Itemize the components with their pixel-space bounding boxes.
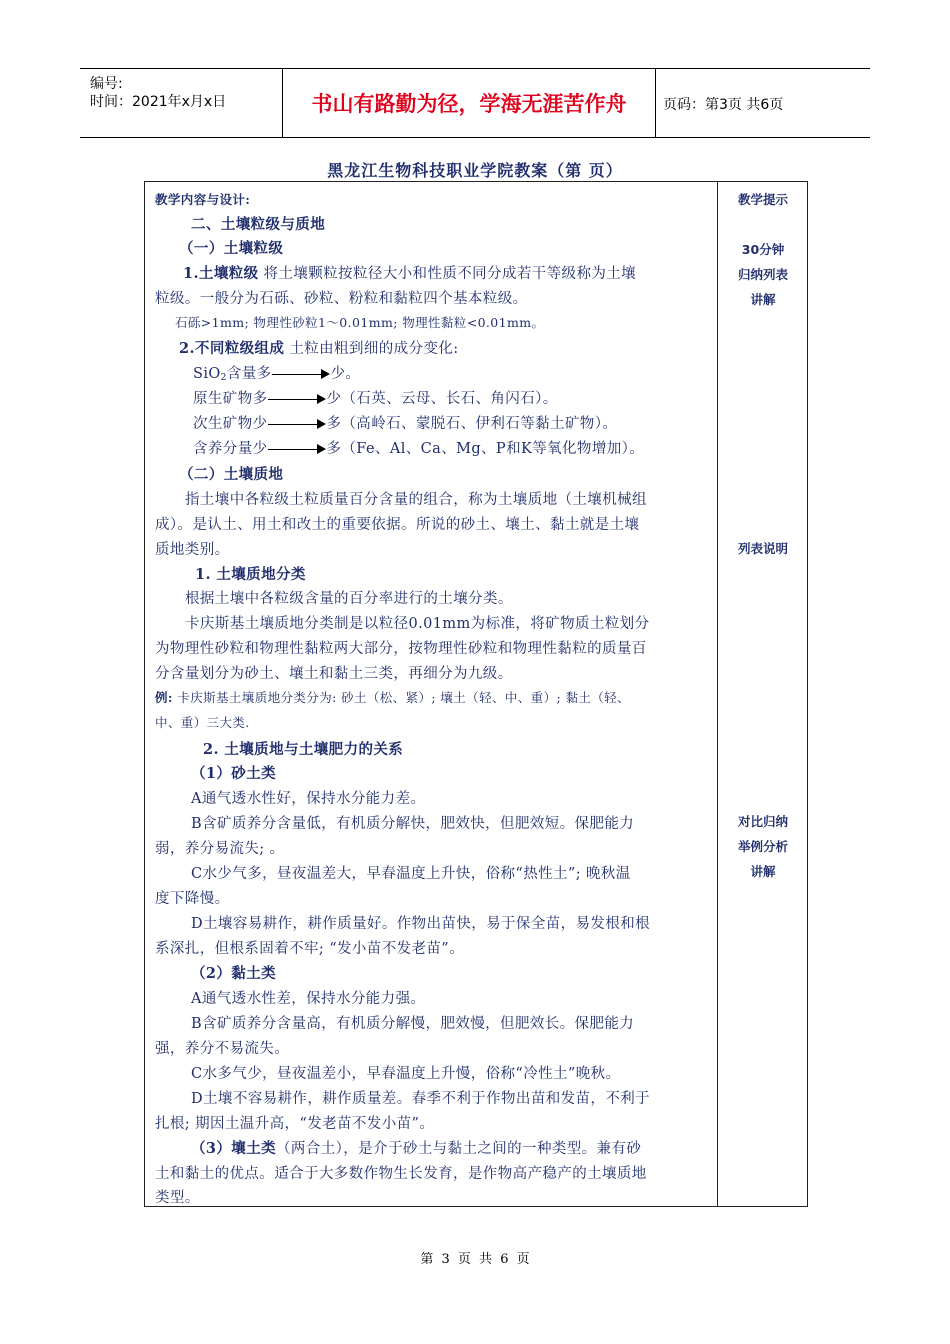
trend-result: 少。: [330, 366, 361, 382]
paragraph-line: D土壤不容易耕作，耕作质量差。春季不利于作物出苗和发苗，不利于: [191, 1091, 651, 1107]
trend-label: 含养分量少: [193, 441, 268, 457]
paragraph-line: 弱，养分易流失; 。: [155, 841, 285, 857]
lesson-table: [144, 181, 808, 1207]
trend-row: [193, 387, 558, 408]
hint-method: 对比归纳: [737, 814, 788, 829]
trend-result: 多（高岭石、蒙脱石、伊利石等黏土矿物）。: [326, 416, 618, 432]
heading-clay: （2）黏土类: [191, 965, 276, 982]
heading-classification: 1. 土壤质地分类: [195, 566, 306, 583]
subscript: 2: [220, 373, 227, 383]
example-line: 中、重）三大类.: [155, 715, 250, 730]
trend-result: 少（石英、云母、长石、角闪石）。: [326, 391, 558, 407]
hint-method: 举例分析: [737, 839, 788, 854]
trend-label: 含量多: [226, 366, 272, 382]
hint-method: 讲解: [750, 292, 776, 307]
document-header: [80, 68, 870, 138]
arrow-icon: [268, 399, 318, 400]
trend-label: 原生矿物多: [193, 391, 268, 407]
example-label: 例:: [155, 690, 173, 705]
paragraph-line: 为物理性砂粒和物理性黏粒两大部分，按物理性砂粒和物理性黏粒的质量百: [155, 641, 647, 657]
paragraph-line: 石砾>1mm; 物理性砂粒1～0.01mm; 物理性黏粒<0.01mm。: [175, 315, 545, 330]
example-text: 卡庆斯基土壤质地分类分为: 砂土（松、紧）; 壤土（轻、中、重）; 黏土（轻、: [172, 690, 630, 705]
paragraph-line: B含矿质养分含量高，有机质分解慢，肥效慢，但肥效长。保肥能力: [191, 1016, 635, 1032]
paragraph-line: 成）。是认土、用土和改土的重要依据。所说的砂土、壤土、黏土就是土壤: [155, 517, 640, 533]
column-divider: [717, 182, 718, 1206]
section-title: 二、土壤粒级与质地: [191, 216, 326, 233]
paragraph-line: 度下降慢。: [155, 891, 230, 907]
paragraph-line: 质地类别。: [155, 542, 230, 558]
paragraph-line: 卡庆斯基土壤质地分类制是以粒径0.01mm为标准，将矿物质土粒划分: [185, 616, 650, 632]
trend-row: [193, 412, 617, 433]
hint-time: 30分钟: [741, 242, 785, 257]
paragraph-text: （两合土），是介于砂土与黏土之间的一种类型。兼有砂: [276, 1141, 642, 1157]
trend-row: [193, 362, 360, 383]
paragraph-line: 强，养分不易流失。: [155, 1041, 290, 1057]
paragraph-line: C水少气多，昼夜温差大，早春温度上升快，俗称“热性土”; 晚秋温: [191, 866, 631, 882]
left-column-header: 教学内容与设计:: [155, 192, 251, 207]
arrow-icon: [268, 449, 318, 450]
paragraph-line: 扎根; 期因土温升高，“发老苗不发小苗”。: [155, 1116, 435, 1132]
term-heading: 1.土壤粒级: [183, 265, 259, 282]
heading-sandy: （1）砂土类: [191, 765, 276, 782]
code-label: 编号:: [90, 76, 123, 92]
subsection-title-texture: （二）土壤质地: [179, 466, 284, 483]
paragraph-line: B含矿质养分含量低，有机质分解快，肥效快，但肥效短。保肥能力: [191, 816, 635, 832]
arrow-icon: [268, 424, 318, 425]
paragraph-line: 粒级。一般分为石砾、砂粒、粉粒和黏粒四个基本粒级。: [155, 291, 528, 307]
hint-method: 讲解: [750, 864, 776, 879]
subsection-title-grades: （一）土壤粒级: [179, 240, 284, 257]
paragraph-line: [191, 1137, 641, 1158]
header-motto: 书山有路勤为径，学海无涯苦作舟: [282, 69, 656, 137]
paragraph-line: 类型。: [155, 1190, 200, 1206]
lesson-plan-title: 黑龙江生物科技职业学院教案（第 页）: [327, 161, 623, 180]
paragraph-line: 土和黏土的优点。适合于大多数作物生长发育，是作物高产稳产的土壤质地: [155, 1166, 647, 1182]
heading-fertility: 2. 土壤质地与土壤肥力的关系: [203, 741, 404, 758]
paragraph-line: A通气透水性差，保持水分能力强。: [191, 991, 426, 1007]
trend-row: [193, 437, 644, 458]
paragraph-line: 系深扎，但根系固着不牢; “发小苗不发老苗”。: [155, 941, 465, 957]
paragraph-line: [183, 262, 636, 283]
heading-loam: （3）壤土类: [191, 1140, 276, 1157]
paragraph-line: 指土壤中各粒级土粒质量百分含量的组合，称为土壤质地（土壤机械组: [185, 492, 647, 508]
paragraph-text: 将土壤颗粒按粒径大小和性质不同分成若干等级称为土壤: [258, 266, 637, 282]
right-column-header: 教学提示: [737, 192, 788, 207]
paragraph-line: D土壤容易耕作，耕作质量好。作物出苗快，易于保全苗，易发根和根: [191, 916, 651, 932]
example-line: [155, 688, 630, 706]
date-label: 时间：2021年x月x日: [90, 94, 227, 110]
paragraph-line: A通气透水性好，保持水分能力差。: [191, 791, 426, 807]
trend-result: 多（Fe、Al、Ca、Mg、P和K等氧化物增加）。: [326, 441, 645, 457]
paragraph-line: C水多气少，昼夜温差小，早春温度上升慢，俗称“冷性土”晚秋。: [191, 1066, 621, 1082]
hint-method: 列表说明: [737, 541, 788, 556]
paragraph-line: [179, 337, 459, 358]
header-meta: [80, 69, 282, 137]
term-heading: 2.不同粒级组成: [179, 340, 285, 357]
paragraph-text: 土粒由粗到细的成分变化:: [284, 341, 459, 357]
hint-method: 归纳列表: [737, 267, 788, 282]
trend-label: 次生矿物少: [193, 416, 268, 432]
page-footer: 第 3 页 共 6 页: [420, 1252, 530, 1267]
paragraph-line: 分含量划分为砂土、壤土和黏土三类，再细分为九级。: [155, 666, 513, 682]
trend-label: SiO: [193, 366, 221, 382]
paragraph-line: 根据土壤中各粒级含量的百分率进行的土壤分类。: [185, 591, 513, 607]
header-page-info: 页码：第3页 共6页: [663, 97, 784, 113]
arrow-icon: [272, 374, 322, 375]
